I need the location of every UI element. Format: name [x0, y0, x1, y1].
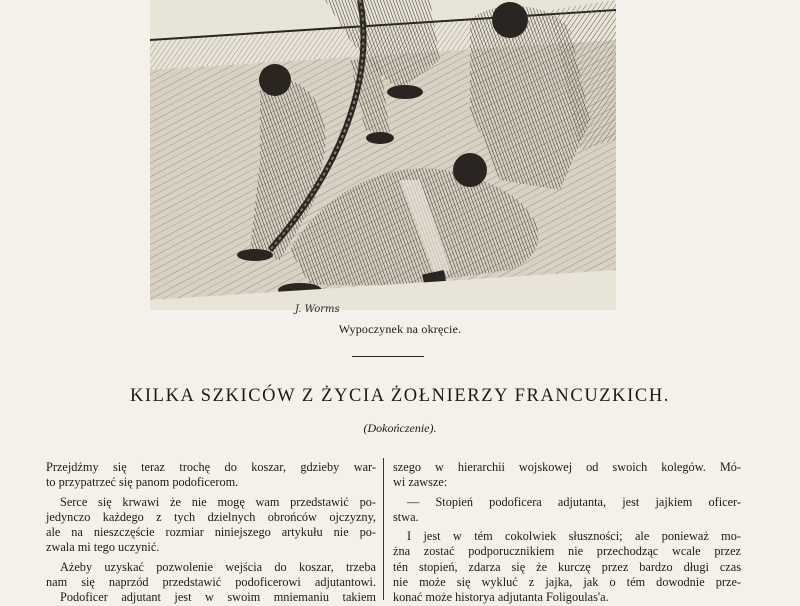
text-line: szego w hierarchii wojskowej od swoich kolegów. Mó- — [393, 460, 741, 474]
text-line: stwa. — [393, 509, 419, 524]
text-line: Serce się krwawi że nie mogę wam przedstawić po- — [60, 494, 376, 509]
illustration-caption: Wypoczynek na okręcie. — [338, 322, 462, 336]
text-line: nam się naprzód przedstawić podoficerowi adjutantowi. — [46, 575, 376, 590]
text-line: to przypatrzeć się panom podoficerom. — [46, 475, 239, 490]
text-line: Ażeby uzyskać pozwolenie wejścia do koszar, trzeba — [60, 559, 376, 574]
section-divider — [352, 356, 424, 357]
column-divider — [383, 458, 384, 600]
text-line: żna zostać podporucznikiem nie przechodząc wcale przez — [393, 544, 741, 559]
text-line: zwala mi tego uczynić. — [46, 540, 160, 555]
engraving-illustration — [150, 0, 616, 310]
left-text-column — [46, 460, 376, 606]
artist-signature: J. Worms — [295, 304, 340, 315]
text-line: jedynczo każdego z tych dzielnych obrońców ojczyzny, — [46, 509, 376, 524]
text-line: — Stopień podoficera adjutanta, jest jajkiem oficer- — [407, 494, 741, 509]
right-text-column — [393, 460, 741, 606]
text-line: I jest w tém cokolwiek słuszności; ale ponieważ mo- — [407, 529, 741, 544]
text-line: tén stopień, zdarza się że kurczę przez bardzo długi czas — [393, 559, 741, 574]
text-line: konać może historya adjutanta Foligoulas'a. — [393, 590, 609, 605]
article-title: KILKA SZKICÓW Z ŻYCIA ŻOŁNIERZY FRANCUZKICH. — [129, 386, 671, 406]
text-line: Przejdźmy się teraz trochę do koszar, gdzieby war- — [46, 460, 376, 474]
text-line: ale na nieszczęście rozmiar niniejszego artykułu nie po- — [46, 525, 376, 540]
article-subtitle: (Dokończenie). — [363, 421, 437, 435]
text-line: Podoficer adjutant jest w swoim mniemaniu takiem — [60, 590, 376, 605]
text-line: wi zawsze: — [393, 475, 448, 490]
text-line: nie może się wykluć z jajka, jak o tém dowodnie prze- — [393, 575, 741, 590]
